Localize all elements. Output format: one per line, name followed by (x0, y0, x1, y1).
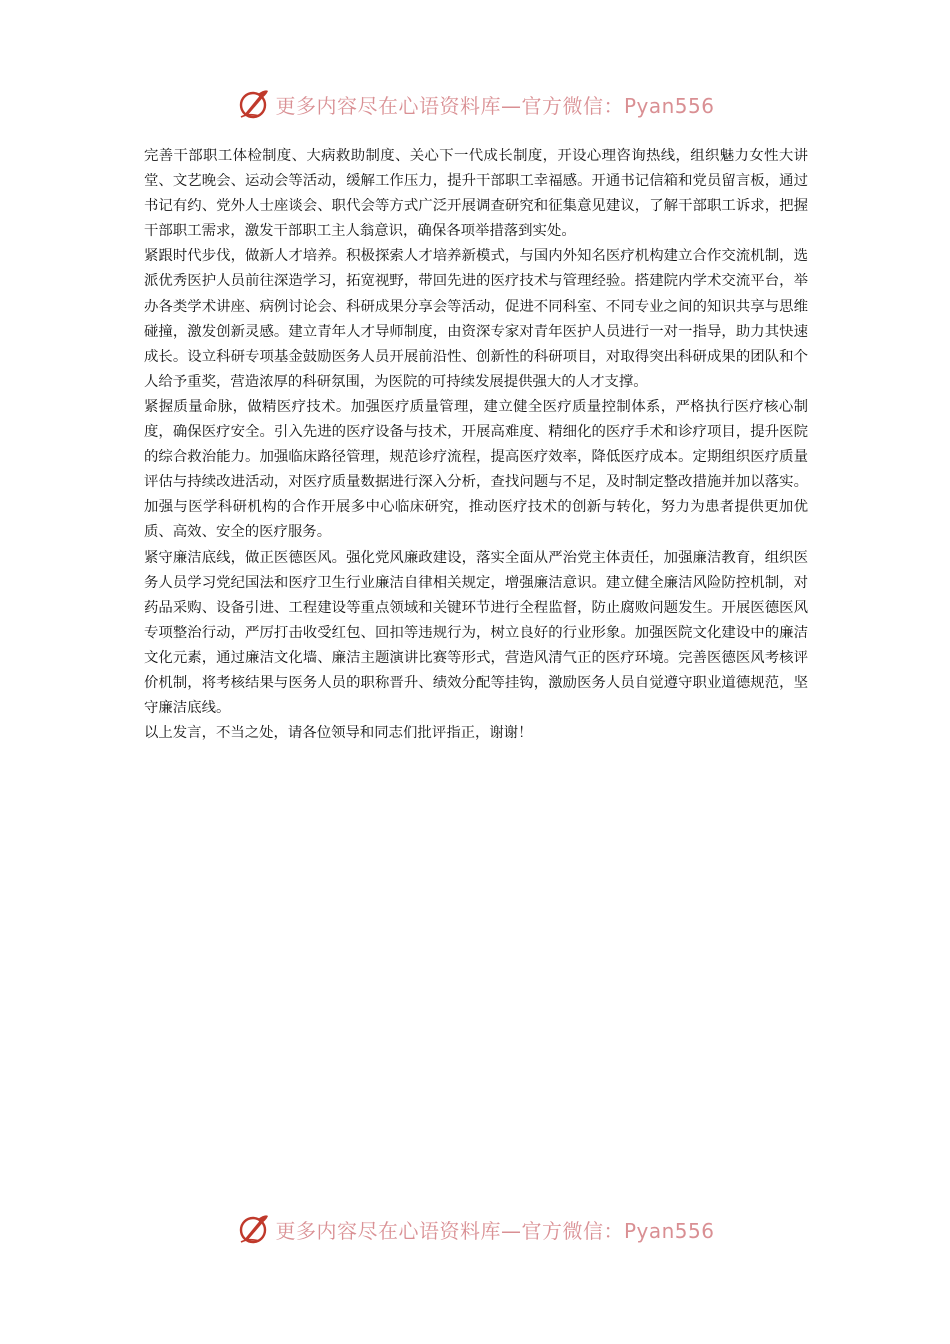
paragraph-closing: 以上发言，不当之处，请各位领导和同志们批评指正，谢谢！ (144, 725, 533, 742)
paragraph-3: 紧握质量命脉，做精医疗技术。加强医疗质量管理，建立健全医疗质量控制体系，严格执行医疗核心制度，确保医疗安全。引入先进的医疗设备与技术，开展高难度、精细化的医疗手术和诊疗项目，提升医院的综合救治能力。加强临床路径管理，规范诊疗流程，提高医疗效率，降低医疗成本。定期组织医疗质量评估与持续改进活动，对医疗质量数据进行深入分析，查找问题与不足，及时制定整改措施并加以落实。加强与医学科研机构的合作开展多中心临床研究，推动医疗技术的创新与转化，努力为患者提供更加优质、高效、安全的医疗服务。 (144, 398, 808, 541)
footer-banner-text: 更多内容尽在心语资料库—官方微信：Pyan556 (275, 1218, 715, 1243)
header-banner-text: 更多内容尽在心语资料库—官方微信：Pyan556 (275, 93, 715, 118)
paragraph-2: 紧跟时代步伐，做新人才培养。积极探索人才培养新模式，与国内外知名医疗机构建立合作交流机制，选派优秀医护人员前往深造学习，拓宽视野，带回先进的医疗技术与管理经验。搭建院内学术交流平台，举办各类学术讲座、病例讨论会、科研成果分享会等活动，促进不同科室、不同专业之间的知识共享与思维碰撞，激发创新灵感。建立青年人才导师制度，由资深专家对青年医护人员进行一对一指导，助力其快速成长。设立科研专项基金鼓励医务人员开展前沿性、创新性的科研项目，对取得突出科研成果的团队和个人给予重奖，营造浓厚的科研氛围，为医院的可持续发展提供强大的人才支撑。 (144, 248, 808, 390)
paragraph-4: 紧守廉洁底线，做正医德医风。强化党风廉政建设，落实全面从严治党主体责任，加强廉洁教育，组织医务人员学习党纪国法和医疗卫生行业廉洁自律相关规定，增强廉洁意识。建立健全廉洁风险防控机制，对药品采购、设备引进、工程建设等重点领域和关键环节进行全程监督，防止腐败问题发生。开展医德医风专项整治行动，严厉打击收受红包、回扣等违规行为，树立良好的行业形象。加强医院文化建设中的廉洁文化元素，通过廉洁文化墙、廉洁主题演讲比赛等形式，营造风清气正的医疗环境。完善医德医风考核评价机制，将考核结果与医务人员的职称晋升、绩效分配等挂钩，激励医务人员自觉遵守职业道德规范，坚守廉洁底线。 (144, 549, 808, 717)
quill-pen-circle-icon (235, 86, 271, 122)
quill-pen-circle-icon (235, 1211, 271, 1247)
footer-watermark-banner (0, 1209, 950, 1249)
paragraph-1: 完善干部职工体检制度、大病救助制度、关心下一代成长制度，开设心理咨询热线，组织魅力女性大讲堂、文艺晚会、运动会等活动，缓解工作压力，提升干部职工幸福感。开通书记信箱和党员留言板，通过书记有约、党外人士座谈会、职代会等方式广泛开展调查研究和征集意见建议，了解干部职工诉求，把握干部职工需求，激发干部职工主人翁意识，确保各项举措落到实处。 (144, 148, 808, 240)
header-watermark-banner (0, 84, 950, 124)
document-body (144, 144, 808, 746)
